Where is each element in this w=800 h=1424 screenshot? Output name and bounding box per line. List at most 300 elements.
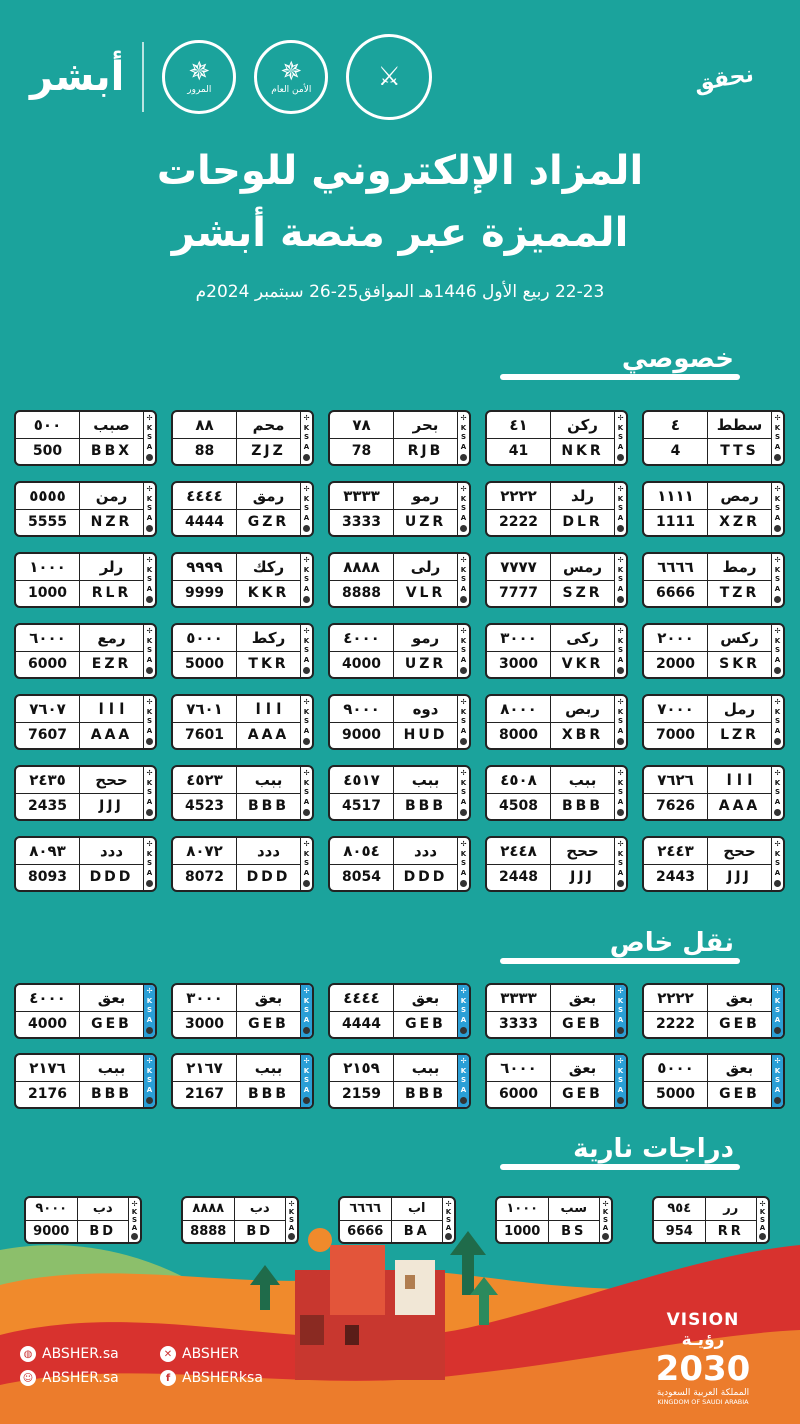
plate-body — [173, 767, 300, 819]
plate-latin-number: 3000 — [487, 652, 551, 678]
plate-latin-row — [173, 581, 300, 607]
plate-ksa-strip — [457, 483, 469, 535]
license-plate — [642, 410, 785, 466]
plate-ksa-strip — [771, 625, 783, 677]
strip-letter: A — [303, 869, 310, 878]
strip-letter: K — [146, 423, 153, 432]
license-plate — [328, 765, 471, 821]
plate-latin-row — [487, 865, 614, 891]
strip-letter: S — [303, 859, 310, 868]
plate-ksa-strip — [457, 696, 469, 748]
strip-letter: S — [460, 717, 467, 726]
strip-letter: S — [303, 646, 310, 655]
section-private-label: خصوصي — [616, 344, 740, 374]
plate-latin-row — [487, 652, 614, 678]
strip-letter: K — [146, 707, 153, 716]
strip-letter: S — [774, 646, 781, 655]
plate-arabic-row — [644, 696, 771, 723]
strip-letter: S — [146, 433, 153, 442]
plate-dot-icon — [303, 738, 310, 745]
plate-latin-letters: JJJ — [570, 869, 595, 886]
plate-arabic-number: ٧٧٧٧ — [487, 554, 551, 580]
plate-body — [644, 625, 771, 677]
license-plate — [14, 552, 157, 608]
palm-icon: ✢ — [460, 1057, 467, 1066]
plate-latin-number: 954 — [654, 1221, 706, 1243]
plate-ksa-strip — [614, 696, 626, 748]
plate-body — [487, 985, 614, 1037]
strip-letter: A — [303, 1086, 310, 1095]
strip-letter: A — [617, 798, 624, 807]
plate-ksa-strip — [143, 838, 155, 890]
plate-latin-number: 8888 — [330, 581, 394, 607]
plate-latin-letters: BBB — [247, 798, 289, 815]
campaign-logo: نحقق — [692, 62, 756, 98]
strip-letter: K — [146, 996, 153, 1005]
plate-arabic-letters: ددد — [256, 841, 281, 860]
plate-arabic-number: ٧٦٢٦ — [644, 767, 708, 793]
plate-latin-letters: AAA — [247, 727, 290, 744]
plate-body — [173, 483, 300, 535]
plate-dot-icon — [303, 667, 310, 674]
plate-arabic-letters: اب — [407, 1201, 426, 1217]
plate-arabic-row — [487, 1055, 614, 1082]
plate-arabic-number: ٢١٦٧ — [173, 1055, 237, 1081]
page-title — [0, 140, 800, 264]
plate-arabic-number: ٢٤٤٨ — [487, 838, 551, 864]
plate-arabic-row — [16, 767, 143, 794]
strip-letter: S — [460, 646, 467, 655]
strip-letter: S — [303, 575, 310, 584]
plate-arabic-letters: ببب — [254, 770, 283, 789]
plate-dot-icon — [146, 809, 153, 816]
palm-icon: ✢ — [146, 414, 153, 423]
plate-arabic-letters: بعق — [568, 1058, 597, 1077]
plate-latin-letters: BD — [246, 1223, 274, 1239]
strip-letter: A — [303, 798, 310, 807]
plate-arabic-number: ٧٦٠١ — [173, 696, 237, 722]
plate-arabic-number: ١١١١ — [644, 483, 708, 509]
plate-ksa-strip — [771, 985, 783, 1037]
plate-latin-letters: ZJZ — [251, 443, 286, 460]
plate-arabic-row — [644, 625, 771, 652]
strip-letter: K — [445, 1207, 452, 1216]
strip-letter: A — [602, 1223, 609, 1232]
palm-icon: ✢ — [602, 1199, 609, 1208]
plate-ksa-strip — [300, 838, 312, 890]
plate-dot-icon — [460, 454, 467, 461]
palm-icon: ✢ — [288, 1199, 295, 1208]
strip-letter: K — [303, 778, 310, 787]
license-plate — [14, 765, 157, 821]
plate-body — [644, 838, 771, 890]
plate-latin-letters: SKR — [719, 656, 760, 673]
palm-icon: ✢ — [774, 987, 781, 996]
strip-letter: S — [445, 1215, 452, 1224]
footer-links — [20, 1346, 320, 1386]
plate-latin-number: 2000 — [644, 652, 708, 678]
palm-icon: ✢ — [303, 698, 310, 707]
facebook-link[interactable] — [160, 1370, 320, 1386]
link-text: ABSHER.sa — [42, 1370, 119, 1386]
plate-body — [644, 412, 771, 464]
plate-latin-number: 7607 — [16, 723, 80, 749]
plate-body — [173, 625, 300, 677]
plate-arabic-number: ٢٤٣٥ — [16, 767, 80, 793]
strip-letter: A — [303, 443, 310, 452]
strip-letter: A — [774, 727, 781, 736]
strip-letter: K — [774, 849, 781, 858]
plate-latin-letters: DDD — [403, 869, 448, 886]
palm-icon: ✢ — [146, 1057, 153, 1066]
plate-dot-icon — [303, 1097, 310, 1104]
plate-ksa-strip — [143, 985, 155, 1037]
plate-latin-row — [487, 581, 614, 607]
license-plate — [485, 694, 628, 750]
plate-latin-number: 1000 — [16, 581, 80, 607]
palm-icon: ✢ — [303, 627, 310, 636]
plate-body — [16, 554, 143, 606]
plate-latin-letters: GZR — [247, 514, 290, 531]
plate-arabic-number: ٩٠٠٠ — [26, 1198, 78, 1220]
license-plate — [328, 623, 471, 679]
strip-letter: K — [460, 494, 467, 503]
plate-arabic-number: ٨٨٨٨ — [183, 1198, 235, 1220]
strip-letter: S — [774, 575, 781, 584]
palm-icon: ✢ — [617, 769, 624, 778]
strip-letter: K — [774, 1066, 781, 1075]
plate-arabic-row — [330, 696, 457, 723]
plate-body — [487, 412, 614, 464]
plate-latin-row — [16, 723, 143, 749]
vision-line-1: VISION رؤيـة — [666, 1310, 740, 1350]
license-plate — [642, 481, 785, 537]
plate-arabic-number: ٩٠٠٠ — [330, 696, 394, 722]
license-plate — [14, 1053, 157, 1109]
plate-ksa-strip — [614, 1055, 626, 1107]
plate-latin-number: 41 — [487, 439, 551, 465]
palm-icon: ✢ — [460, 769, 467, 778]
plate-ksa-strip — [771, 554, 783, 606]
palm-icon: ✢ — [774, 414, 781, 423]
palm-icon: ✢ — [460, 485, 467, 494]
plate-arabic-number: ٤١ — [487, 412, 551, 438]
strip-letter: S — [288, 1215, 295, 1224]
plate-latin-number: 4517 — [330, 794, 394, 820]
license-plate — [642, 1053, 785, 1109]
plate-arabic-number: ٣٠٠٠ — [173, 985, 237, 1011]
plate-dot-icon — [617, 809, 624, 816]
strip-letter: S — [146, 1006, 153, 1015]
strip-letter: A — [774, 1086, 781, 1095]
plate-latin-number: 8072 — [173, 865, 237, 891]
plate-latin-letters: DLR — [562, 514, 603, 531]
license-plate — [14, 623, 157, 679]
strip-letter: A — [303, 514, 310, 523]
plate-arabic-number: ٢١٧٦ — [16, 1055, 80, 1081]
plate-latin-row — [173, 1082, 300, 1108]
plate-ksa-strip — [457, 412, 469, 464]
divider — [142, 42, 144, 112]
plate-latin-letters: BBB — [90, 1086, 132, 1103]
plate-latin-letters: VKR — [561, 656, 604, 673]
strip-letter: K — [759, 1207, 766, 1216]
plate-latin-row — [487, 1082, 614, 1108]
palm-icon: ✢ — [617, 627, 624, 636]
plate-arabic-letters: ربص — [565, 699, 600, 718]
plate-arabic-letters: بعق — [97, 988, 126, 1007]
plate-arabic-number: ٤٠٠٠ — [16, 985, 80, 1011]
strip-letter: A — [617, 443, 624, 452]
plate-ksa-strip — [614, 554, 626, 606]
plate-arabic-letters: ححح — [566, 841, 599, 860]
plate-ksa-strip — [457, 1055, 469, 1107]
palm-icon: ✢ — [303, 840, 310, 849]
plate-latin-row — [16, 794, 143, 820]
section-underline — [500, 1164, 740, 1170]
license-plate — [14, 983, 157, 1039]
plate-arabic-row — [16, 985, 143, 1012]
plate-ksa-strip — [457, 554, 469, 606]
plate-latin-number: 8054 — [330, 865, 394, 891]
plate-ksa-strip — [300, 767, 312, 819]
plate-latin-number: 6666 — [340, 1221, 392, 1243]
license-plate — [328, 694, 471, 750]
vision-line-2: 2030 — [655, 1349, 751, 1389]
strip-letter: A — [288, 1223, 295, 1232]
plate-arabic-number: ٨٠٥٤ — [330, 838, 394, 864]
plate-latin-row — [330, 439, 457, 465]
palm-icon: ✢ — [146, 769, 153, 778]
strip-letter: S — [460, 1076, 467, 1085]
plate-latin-letters: KKR — [247, 585, 290, 602]
plate-body — [487, 838, 614, 890]
plate-latin-letters: BBB — [404, 798, 446, 815]
strip-letter: S — [602, 1215, 609, 1224]
palm-icon: ✢ — [131, 1199, 138, 1208]
strip-letter: K — [146, 778, 153, 787]
strip-letter: A — [146, 656, 153, 665]
title-line-2: المميزة عبر منصة أبشر — [171, 210, 629, 256]
plate-latin-row — [330, 1082, 457, 1108]
palm-icon: ✢ — [774, 698, 781, 707]
snapchat-link[interactable] — [20, 1370, 160, 1386]
plate-ksa-strip — [771, 483, 783, 535]
plate-arabic-row — [16, 412, 143, 439]
x-link[interactable] — [160, 1346, 320, 1362]
palm-icon: ✢ — [617, 556, 624, 565]
plate-dot-icon — [303, 596, 310, 603]
license-plate — [485, 1053, 628, 1109]
plate-latin-letters: XZR — [719, 514, 760, 531]
strip-letter: K — [460, 423, 467, 432]
facebook-icon: f — [160, 1370, 176, 1386]
section-transport-header — [500, 928, 740, 968]
strip-letter: A — [445, 1223, 452, 1232]
strip-letter: S — [303, 504, 310, 513]
plate-arabic-row — [644, 554, 771, 581]
plate-latin-letters: JJJ — [99, 798, 124, 815]
plate-arabic-row — [16, 1055, 143, 1082]
plate-latin-number: 1000 — [497, 1221, 549, 1243]
strip-letter: A — [303, 656, 310, 665]
plate-arabic-number: ٥٥٥٥ — [16, 483, 80, 509]
license-plate — [171, 765, 314, 821]
plate-body — [16, 838, 143, 890]
plate-arabic-row — [487, 838, 614, 865]
plate-latin-row — [330, 1012, 457, 1038]
plate-arabic-letters: رمو — [411, 486, 440, 505]
plate-arabic-letters: رمل — [723, 699, 756, 718]
plate-ksa-strip — [771, 696, 783, 748]
plate-body — [16, 483, 143, 535]
strip-letter: A — [146, 585, 153, 594]
strip-letter: K — [460, 1066, 467, 1075]
license-plate — [328, 552, 471, 608]
plate-latin-letters: GEB — [248, 1016, 289, 1033]
plate-latin-row — [644, 439, 771, 465]
plate-arabic-number: ٤٠٠٠ — [330, 625, 394, 651]
plate-ksa-strip — [771, 412, 783, 464]
plate-latin-row — [16, 652, 143, 678]
plate-arabic-row — [173, 767, 300, 794]
strip-letter: A — [460, 656, 467, 665]
plate-body — [16, 625, 143, 677]
plate-latin-letters: BBB — [247, 1086, 289, 1103]
strip-letter: A — [617, 514, 624, 523]
plate-arabic-letters: رمص — [720, 486, 759, 505]
plate-latin-number: 4000 — [330, 652, 394, 678]
plate-arabic-row — [330, 412, 457, 439]
plate-arabic-letters: ا ا ا — [98, 699, 125, 718]
strip-letter: A — [759, 1223, 766, 1232]
plate-arabic-letters: رلى — [410, 557, 441, 576]
plate-latin-row — [644, 652, 771, 678]
plate-dot-icon — [617, 525, 624, 532]
plate-arabic-row — [173, 554, 300, 581]
plate-latin-letters: BD — [89, 1223, 117, 1239]
strip-letter: K — [774, 996, 781, 1005]
plate-ksa-strip — [143, 625, 155, 677]
strip-letter: K — [774, 636, 781, 645]
plate-arabic-row — [644, 985, 771, 1012]
plate-latin-letters: RJB — [407, 443, 444, 460]
plate-latin-number: 8000 — [487, 723, 551, 749]
plate-body — [173, 696, 300, 748]
plate-ksa-strip — [300, 696, 312, 748]
traffic-emblem-label: المرور — [187, 85, 212, 95]
plate-ksa-strip — [300, 412, 312, 464]
strip-letter: K — [617, 778, 624, 787]
plate-ksa-strip — [614, 412, 626, 464]
palm-icon: ✢ — [460, 987, 467, 996]
plate-latin-letters: GEB — [562, 1016, 603, 1033]
plate-latin-letters: GEB — [719, 1086, 760, 1103]
plate-dot-icon — [303, 525, 310, 532]
plate-arabic-number: ٧٦٠٧ — [16, 696, 80, 722]
plate-arabic-number: ٣٠٠٠ — [487, 625, 551, 651]
strip-letter: A — [774, 514, 781, 523]
plate-latin-letters: GEB — [719, 1016, 760, 1033]
license-plate — [485, 623, 628, 679]
plate-latin-number: 4000 — [16, 1012, 80, 1038]
plate-latin-letters: DDD — [246, 869, 291, 886]
plate-body — [487, 1055, 614, 1107]
plate-body — [330, 1055, 457, 1107]
plate-dot-icon — [774, 596, 781, 603]
plate-arabic-row — [173, 1055, 300, 1082]
strip-letter: S — [617, 575, 624, 584]
strip-letter: S — [617, 1006, 624, 1015]
plate-arabic-letters: ححح — [95, 770, 128, 789]
license-plate — [642, 694, 785, 750]
globe-icon: ◍ — [20, 1346, 36, 1362]
strip-letter: A — [460, 1086, 467, 1095]
plate-latin-number: 2448 — [487, 865, 551, 891]
plate-latin-letters: GEB — [405, 1016, 446, 1033]
plate-latin-row — [644, 581, 771, 607]
plate-arabic-letters: رلر — [99, 557, 124, 576]
plate-latin-letters: HUD — [403, 727, 448, 744]
plate-ksa-strip — [457, 985, 469, 1037]
strip-letter: A — [146, 869, 153, 878]
plate-dot-icon — [303, 880, 310, 887]
plate-latin-number: 7626 — [644, 794, 708, 820]
plate-latin-row — [330, 510, 457, 536]
plate-dot-icon — [460, 880, 467, 887]
palm-icon: ✢ — [303, 485, 310, 494]
palm-icon: ✢ — [146, 627, 153, 636]
link-text: ABSHERksa — [182, 1370, 263, 1386]
strip-letter: S — [131, 1215, 138, 1224]
plate-latin-number: 2167 — [173, 1082, 237, 1108]
plate-body — [644, 483, 771, 535]
strip-letter: A — [146, 514, 153, 523]
plate-arabic-letters: بعق — [568, 988, 597, 1007]
plate-arabic-number: ٣٣٣٣ — [487, 985, 551, 1011]
palm-icon: ✢ — [146, 987, 153, 996]
plate-body — [487, 767, 614, 819]
palm-icon: ✢ — [146, 485, 153, 494]
plate-arabic-letters: ركك — [252, 557, 285, 576]
plate-latin-letters: TTS — [720, 443, 759, 460]
website-link[interactable] — [20, 1346, 160, 1362]
plate-latin-letters: TKR — [248, 656, 289, 673]
plate-latin-row — [330, 865, 457, 891]
public-security-emblem-label: الأمن العام — [271, 85, 312, 95]
plate-latin-letters: AAA — [718, 798, 761, 815]
plate-arabic-number: ٢٠٠٠ — [644, 625, 708, 651]
strip-letter: A — [774, 585, 781, 594]
plate-ksa-strip — [457, 838, 469, 890]
license-plate — [485, 552, 628, 608]
plate-ksa-strip — [614, 767, 626, 819]
plate-arabic-row — [487, 483, 614, 510]
plate-dot-icon — [303, 809, 310, 816]
plate-latin-letters: AAA — [90, 727, 133, 744]
plate-latin-row — [330, 794, 457, 820]
plate-ksa-strip — [143, 1055, 155, 1107]
plate-arabic-row — [487, 412, 614, 439]
plate-ksa-strip — [300, 1055, 312, 1107]
ministry-emblem-icon: ⚔ — [346, 34, 432, 120]
license-plate — [14, 694, 157, 750]
strip-letter: K — [774, 423, 781, 432]
plate-arabic-number: ٤٥١٧ — [330, 767, 394, 793]
plate-arabic-letters: ببب — [568, 770, 597, 789]
strip-letter: A — [146, 727, 153, 736]
plate-arabic-row — [487, 625, 614, 652]
